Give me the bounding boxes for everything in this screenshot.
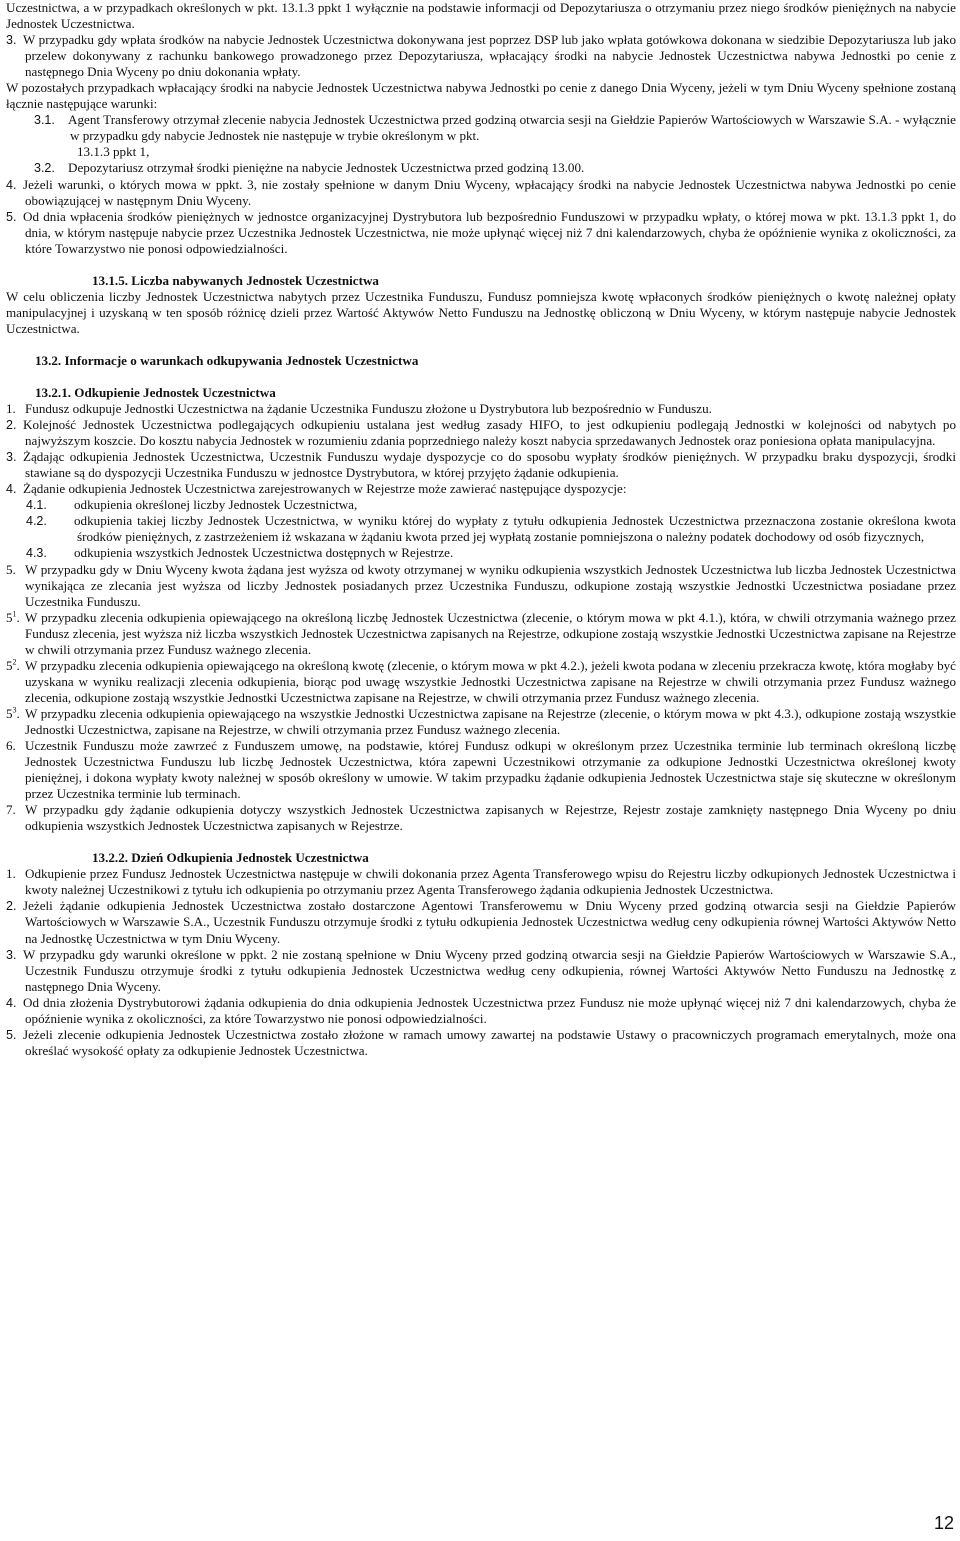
item-text: Depozytariusz otrzymał środki pieniężne na nabycie Jednostek Uczestnictwa przed godziną 13.00.	[68, 160, 585, 176]
item-text: Kolejność Jednostek Uczestnictwa podlegających odkupieniu ustalana jest według zasady HIFO, to jest odkupieniu podlegają Jednostki w kolejności od nabytych po najwyższym koszcie. Do kosztu nabycia Jednostek w rozumieniu zdania poprzedniego należy koszt nabycia sprzedawanych Jednostek oraz poniesiona opłata manipulacyjna.	[23, 417, 956, 449]
item-number-base: 5	[6, 705, 13, 721]
item-text: Fundusz odkupuje Jednostki Uczestnictwa na żądanie Uczestnika Funduszu złożone u Dystrybutora lub bezpośrednio w Funduszu.	[25, 401, 712, 417]
item-text: Uczestnik Funduszu może zawrzeć z Funduszem umowę, na podstawie, której Fundusz odkupi w określonym przez Uczestnika terminie lub terminach określoną liczbę Jednostek Uczestnictwa Funduszu lub liczbę Jednostek Uczestnictwa, która zapewni Uczestnikowi otrzymanie za odkupione Jednostki Uczestnictwa określonej kwoty pieniężnej, i dokona wypłaty kwoty należnej w sposób określony w umowie. W takim przypadku żądanie odkupienia Jednostek Uczestnictwa staje się skuteczne w określonym przez Uczestnika terminie lub terminach.	[25, 738, 956, 802]
item-number: 3.	[6, 33, 17, 48]
list-item	[6, 177, 956, 209]
section-heading: 13.1.5. Liczba nabywanych Jednostek Uczestnictwa	[92, 272, 379, 288]
list-item	[6, 866, 956, 898]
sub-item	[6, 112, 956, 144]
item-number: 2.	[6, 418, 17, 433]
list-item	[6, 658, 956, 706]
item-text: odkupienia określonej liczby Jednostek Uczestnictwa,	[74, 497, 358, 513]
item-number: $5^3$.	[6, 705, 20, 721]
sub-item-continuation: 13.1.3 ppkt 1,	[77, 144, 150, 160]
item-number: 3.1.	[34, 113, 55, 128]
list-item	[6, 209, 956, 257]
item-number: 1.	[6, 401, 16, 417]
item-number: 3.	[6, 947, 17, 962]
list-item	[6, 706, 956, 738]
list-item	[6, 401, 956, 417]
item-text: odkupienia takiej liczby Jednostek Uczestnictwa, w wyniku której do wypłaty z tytułu odkupienia Jednostek Uczestnictwa przeznaczona zostanie określona kwota środków pieniężnych, z zastrzeżeniem iż wskazana w żądaniu kwota przed jej wypłatą zostanie pomniejszona o należny podatek dochodowy od osób fizycznych,	[74, 513, 956, 545]
item-number: 3.2.	[34, 161, 55, 176]
item-text: W przypadku gdy żądanie odkupienia dotyczy wszystkich Jednostek Uczestnictwa zapisanych w Rejestrze, Rejestr zostaje zamknięty następnego Dnia Wyceny po dniu odkupienia wszystkich Jednostek Uczestnictwa zapisanych w Rejestrze.	[25, 802, 956, 834]
list-item	[6, 738, 956, 802]
item-number-base: 5	[6, 609, 13, 625]
item-number: 5.	[6, 561, 16, 577]
item-number: 5.	[6, 209, 17, 224]
item-text: Jeżeli warunki, o których mowa w ppkt. 3, nie zostały spełnione w danym Dniu Wyceny, wpłacający środki na nabycie Jednostek Uczestnictwa nabywa Jednostki po cenie obowiązującej w następnym Dniu Wyceny.	[23, 176, 956, 208]
item-text: Od dnia złożenia Dystrybutorowi żądania odkupienia do dnia odkupienia Jednostek Uczestnictwa przez Fundusz nie może upłynąć więcej niż 7 dni kalendarzowych, chyba że opóźnienie wynika z okoliczności, za które Towarzystwo nie ponosi odpowiedzialności.	[23, 994, 956, 1026]
item-number: $5^1$.	[6, 609, 20, 625]
list-item	[6, 802, 956, 834]
sub-item	[6, 497, 956, 513]
item-number: $5^2$.	[6, 657, 20, 673]
item-number: 2.	[6, 899, 17, 914]
item-number: 4.1.	[26, 498, 47, 513]
paragraph: W celu obliczenia liczby Jednostek Uczestnictwa nabytych przez Uczestnika Funduszu, Fundusz pomniejsza kwotę wpłaconych środków pieniężnych o kwotę należnej opłaty manipulacyjnej i uzyskaną w ten sposób różnicę dzieli przez Wartość Aktywów Netto Funduszu na Jednostkę obliczoną w Dniu Wyceny, w którym następuje nabycie Jednostek Uczestnictwa.	[6, 288, 956, 336]
list-item	[6, 1027, 956, 1059]
item-text: W przypadku zlecenia odkupienia opiewającego na określoną kwotę (zlecenie, o którym mowa w pkt 4.2.), jeżeli kwota podana w zleceniu przekracza kwotę, która mogłaby być uzyskana w wyniku realizacji zlecenia odkupienia, biorąc pod uwagę wszystkie Jednostki Uczestnictwa zapisane na Rejestrze w chwili otrzymania przez Fundusz ważnego zlecenia, odkupione zostają wszystkie Jednostki Uczestnictwa zapisane na Rejestrze, w chwili otrzymania przez Fundusz ważnego zlecenia.	[25, 657, 956, 705]
item-text: Żądanie odkupienia Jednostek Uczestnictwa zarejestrowanych w Rejestrze może zawierać następujące dyspozycje:	[23, 481, 627, 497]
item-text: W przypadku gdy w Dniu Wyceny kwota żądana jest wyższa od kwoty otrzymanej w wyniku odkupienia wszystkich Jednostek Uczestnictwa lub liczba Jednostek Uczestnictwa wynikająca ze zlecania jest wyższa od liczby Jednostek posiadanych przez Uczestnika Funduszu, odkupione zostają wszystkie Jednostki Uczestnictwa posiadane przez Uczestnika Funduszu.	[25, 561, 956, 609]
list-item	[6, 610, 956, 658]
item-number: 3.	[6, 450, 17, 465]
item-number-superscript: 1	[12, 609, 17, 619]
item-text: Od dnia wpłacenia środków pieniężnych w jednostce organizacyjnej Dystrybutora lub bezpośrednio Funduszowi w przypadku wpłaty, o której mowa w pkt. 13.1.3 ppkt 1, do dnia, w którym następuje nabycie przez Uczestnika Jednostek Uczestnictwa, nie może upłynąć więcej niż 7 dni kalendarzowych, chyba że opóźnienie wynika z okoliczności, za które Towarzystwo nie ponosi odpowiedzialności.	[23, 208, 956, 256]
item-number: 4.2.	[26, 514, 47, 529]
document-page	[6, 0, 956, 1059]
item-number: 1.	[6, 866, 16, 882]
item-number-base: 5	[6, 657, 13, 673]
list-item	[6, 481, 956, 497]
list-item	[6, 32, 956, 80]
item-text: Agent Transferowy otrzymał zlecenie nabycia Jednostek Uczestnictwa przed godziną otwarcia sesji na Giełdzie Papierów Wartościowych w Warszawie S.A. - wyłącznie w przypadku gdy nabycie Jednostek nie następuje w trybie określonym w pkt.	[68, 112, 956, 144]
item-text: Jeżeli żądanie odkupienia Jednostek Uczestnictwa zostało dostarczone Agentowi Transferowemu w Dniu Wyceny przed godziną otwarcia sesji na Giełdzie Papierów Wartościowych w Warszawie S.A., Uczestnik Funduszu otrzymuje środki z tytułu odkupienia Jednostek Uczestnictwa według ceny odkupienia równej Wartości Aktywów Netto na Jednostkę Uczestnictwa w tym Dniu Wyceny.	[23, 898, 956, 946]
item-number: 6.	[6, 738, 16, 754]
item-text: W przypadku zlecenia odkupienia opiewającego na określoną liczbę Jednostek Uczestnictwa (zlecenie, o którym mowa w pkt 4.1.), która, w chwili otrzymania ważnego przez Fundusz zlecenia, jest wyższa niż liczba wszystkich Jednostek Uczestnictwa zapisanych na Rejestrze, odkupione zostają wszystkie Jednostki Uczestnictwa zapisane na Rejestrze w chwili otrzymania przez Fundusz ważnego zlecenia.	[25, 609, 956, 657]
item-number: 4.3.	[26, 546, 47, 561]
item-text: W przypadku zlecenia odkupienia opiewającego na wszystkie Jednostki Uczestnictwa zapisane na Rejestrze (zlecenie, o którym mowa w pkt 4.3.), odkupione zostają wszystkie Jednostki Uczestnictwa, zapisane na Rejestrze, w chwili otrzymania przez Fundusz ważnego zlecenia.	[25, 705, 956, 737]
item-number: 5.	[6, 1027, 17, 1042]
sub-item	[6, 160, 956, 176]
list-item	[6, 947, 956, 995]
list-item	[6, 562, 956, 610]
list-item	[6, 449, 956, 481]
subsection-heading: 13.2.2. Dzień Odkupienia Jednostek Uczestnictwa	[92, 850, 369, 866]
item-number-superscript: 3	[12, 705, 17, 715]
section-heading: 13.2. Informacje o warunkach odkupywania Jednostek Uczestnictwa	[35, 352, 419, 368]
subsection-heading: 13.2.1. Odkupienie Jednostek Uczestnictwa	[35, 384, 276, 400]
item-text: Jeżeli zlecenie odkupienia Jednostek Uczestnictwa zostało złożone w ramach umowy zawartej na podstawie Ustawy o pracowniczych programach emerytalnych, może ona określać wysokość opłaty za odkupienie Jednostek Uczestnictwa.	[23, 1026, 956, 1058]
sub-item	[6, 513, 956, 545]
sub-item	[6, 545, 956, 561]
item-number-superscript: 2	[12, 657, 17, 667]
list-item	[6, 898, 956, 946]
page-number: 12	[933, 1513, 954, 1533]
item-text: Żądając odkupienia Jednostek Uczestnictwa, Uczestnik Funduszu wydaje dyspozycje co do sposobu wypłaty środków pieniężnych. W przypadku braku dyspozycji, środki stawiane są do dyspozycji Uczestnika Funduszu w jednostce Dystrybutora, w której przyjęto żądanie odkupienia.	[23, 449, 956, 481]
list-item	[6, 417, 956, 449]
item-text: Odkupienie przez Fundusz Jednostek Uczestnictwa następuje w chwili dokonania przez Agenta Transferowego wpisu do Rejestru liczby odkupionych Jednostek Uczestnictwa i kwoty należnej Uczestnikowi z tytułu ich odkupienia po otrzymaniu przez Agenta Transferowego żądania odkupienia Jednostek Uczestnictwa.	[25, 866, 956, 898]
item-number: 7.	[6, 802, 16, 818]
paragraph: W pozostałych przypadkach wpłacający środki na nabycie Jednostek Uczestnictwa nabywa Jednostki po cenie z danego Dnia Wyceny, jeżeli w tym Dniu Wyceny spełnione zostaną łącznie następujące warunki:	[6, 80, 956, 112]
item-text: odkupienia wszystkich Jednostek Uczestnictwa dostępnych w Rejestrze.	[74, 545, 454, 561]
item-text: W przypadku gdy warunki określone w ppkt. 2 nie zostaną spełnione w Dniu Wyceny przed godziną otwarcia sesji na Giełdzie Papierów Wartościowych w Warszawie S.A., Uczestnik Funduszu otrzymuje środki z tytułu odkupienia Jednostek Uczestnictwa według ceny odkupienia, równej Wartości Aktywów Netto Funduszu na Jednostkę z następnego Dnia Wyceny.	[23, 946, 956, 994]
item-number: 4.	[6, 995, 17, 1010]
item-number: 4.	[6, 177, 17, 192]
item-number: 4.	[6, 482, 17, 497]
continuation-paragraph: Uczestnictwa, a w przypadkach określonych w pkt. 13.1.3 ppkt 1 wyłącznie na podstawie informacji od Depozytariusza o otrzymaniu przez niego środków pieniężnych na nabycie Jednostek Uczestnictwa.	[6, 0, 956, 32]
list-item	[6, 995, 956, 1027]
item-text: W przypadku gdy wpłata środków na nabycie Jednostek Uczestnictwa dokonywana jest poprzez DSP lub jako wpłata gotówkowa dokonana w siedzibie Depozytariusza lub jako przelew dokonywany z rachunku bankowego prowadzonego przez Depozytariusza, wpłacający środki na nabycie Jednostek Uczestnictwa nabywa Jednostki po cenie z następnego Dnia Wyceny po dniu dokonania wpłaty.	[23, 32, 956, 80]
